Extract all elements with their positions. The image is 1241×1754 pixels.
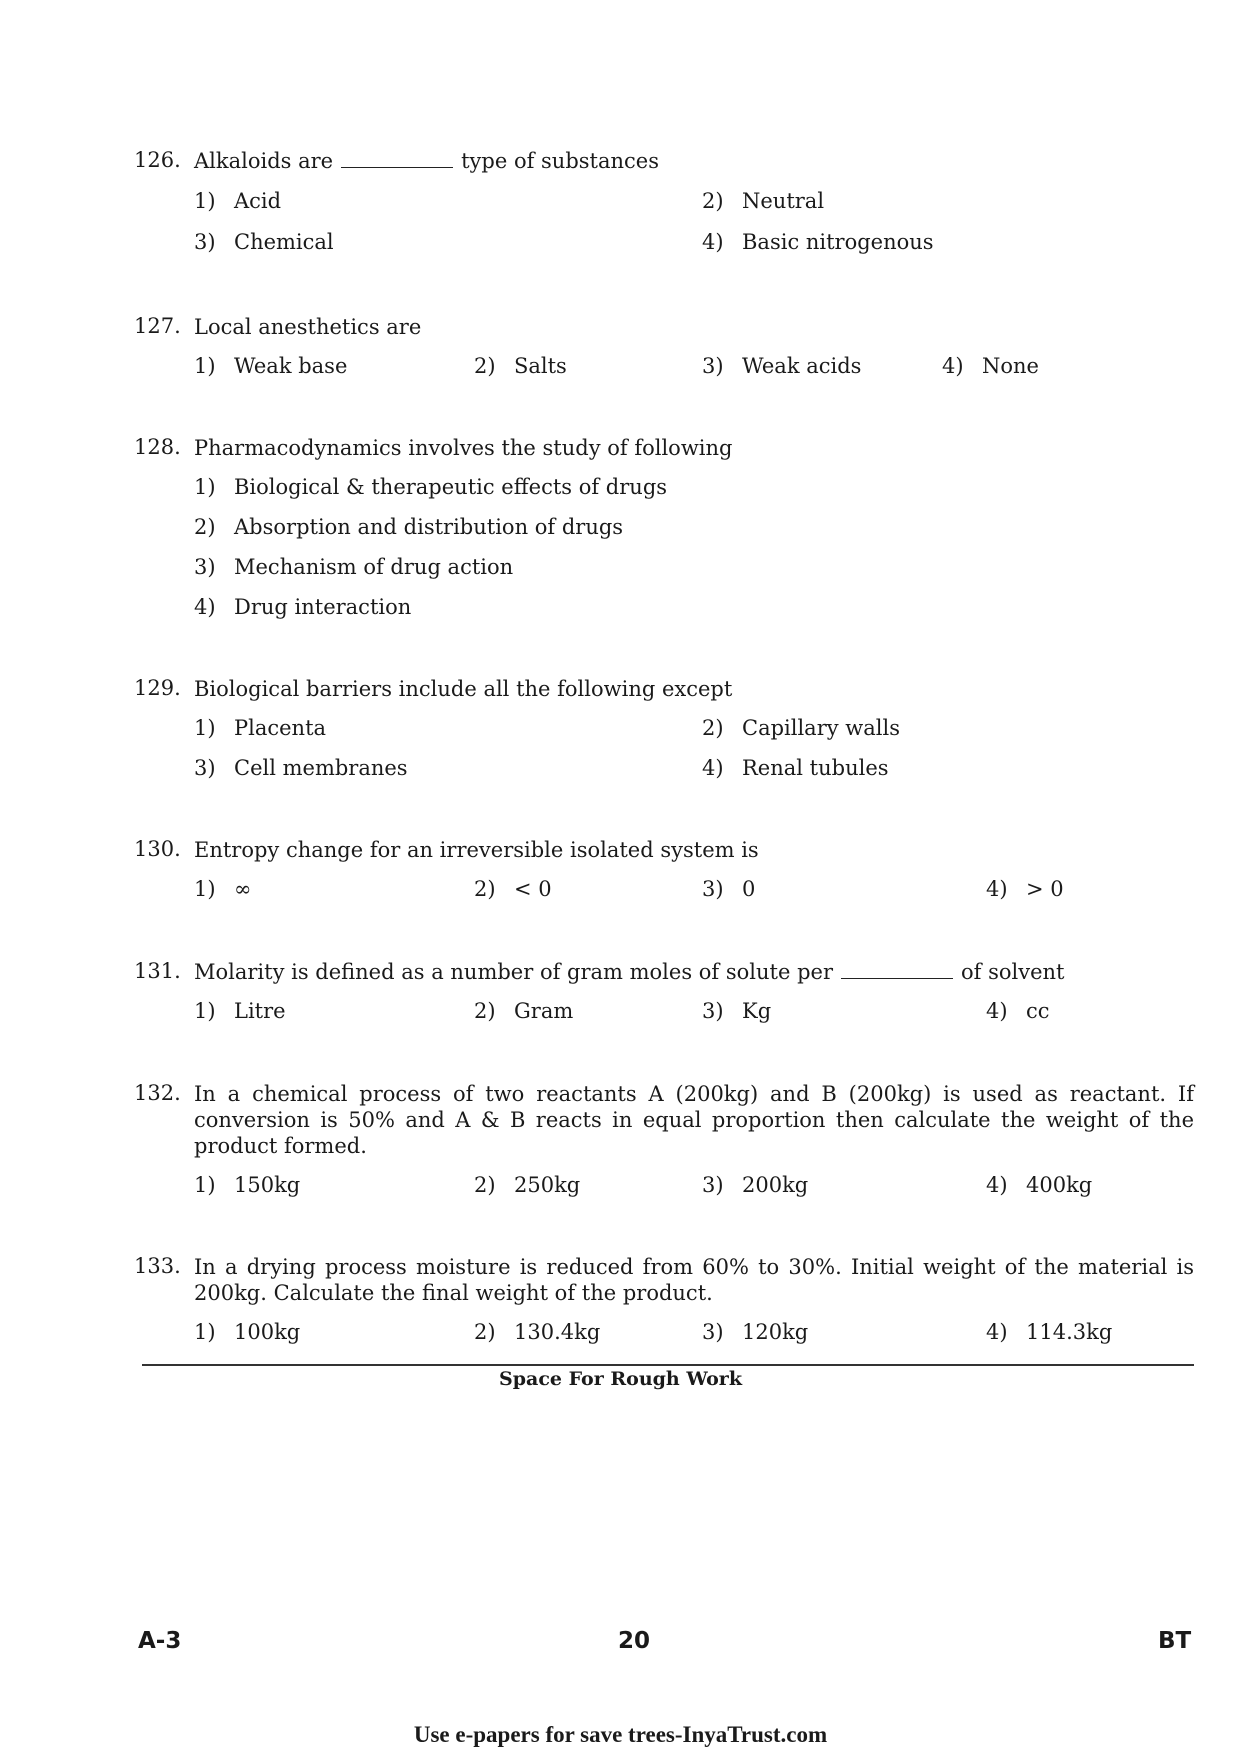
option-text: Litre [234,999,286,1023]
option-text: Gram [514,999,574,1023]
question-text-part: Molarity is defined as a number of gram moles of solute per [194,960,833,984]
footer-page-number: 20 [618,1628,651,1654]
option-text: Drug interaction [234,595,412,619]
option-number: 2) [194,515,216,539]
question-number: 126. [134,148,181,172]
option-number: 2) [702,716,724,740]
question-number: 131. [134,959,181,983]
option-number: 1) [194,475,216,499]
option-1 [194,877,252,905]
question-132 [134,1081,1194,1197]
option-text: Absorption and distribution of drugs [234,515,624,539]
option-3 [702,1320,808,1348]
option-text: 250kg [514,1173,581,1197]
question-text [194,959,1194,985]
option-text: 130.4kg [514,1320,601,1344]
option-1 [194,475,667,503]
option-number: 3) [702,1320,724,1344]
option-text: Weak base [234,354,348,378]
option-number: 1) [194,999,216,1023]
option-text: 120kg [742,1320,809,1344]
option-number: 4) [986,999,1008,1023]
option-text: Kg [742,999,772,1023]
option-4 [986,1173,1092,1201]
question-text-part: type of substances [461,149,660,173]
option-text: 114.3kg [1026,1320,1113,1344]
question-text: In a chemical process of two reactants A (200kg) and B (200kg) is used as reactant. If conversion is 50% and A & B reacts in equal proportion then calculate the weight of the product formed. [194,1082,1194,1158]
option-4 [194,595,411,623]
option-2 [474,354,567,382]
option-text: Cell membranes [234,756,408,780]
option-number: 4) [194,595,216,619]
option-number: 2) [474,999,496,1023]
fill-blank [341,149,453,168]
option-text: Renal tubules [742,756,889,780]
question-129 [134,676,1194,780]
option-number: 3) [702,999,724,1023]
question-text: Local anesthetics are [194,315,422,339]
option-4 [986,999,1050,1027]
question-number: 129. [134,676,181,700]
option-text: 200kg [742,1173,809,1197]
option-4 [702,756,889,784]
option-4 [942,354,1039,382]
question-133 [134,1254,1194,1344]
option-3 [194,230,334,258]
option-text: 150kg [234,1173,301,1197]
option-1 [194,354,347,382]
option-number: 3) [702,877,724,901]
rough-work-divider [142,1364,1194,1366]
option-3 [702,999,771,1027]
question-126 [134,148,1194,254]
option-text: 400kg [1026,1173,1093,1197]
option-2 [702,716,900,744]
option-number: 2) [474,354,496,378]
option-2 [474,1173,580,1201]
option-text: Biological & therapeutic effects of drugs [234,475,668,499]
question-number: 130. [134,837,181,861]
question-130 [134,837,1194,901]
option-2 [194,515,623,543]
option-text: Placenta [234,716,327,740]
option-number: 1) [194,354,216,378]
option-text: Neutral [742,189,825,213]
option-3 [194,756,408,784]
footer-subject-code: BT [1158,1628,1192,1654]
question-text-part: Alkaloids are [194,149,334,173]
option-number: 2) [474,1320,496,1344]
option-text: Acid [234,189,282,213]
question-number: 133. [134,1254,181,1278]
question-127 [134,314,1194,378]
option-2 [474,1320,600,1348]
option-text: 0 [742,877,756,901]
option-3 [194,555,513,583]
option-text: < 0 [514,877,552,901]
option-1 [194,999,286,1027]
option-text: 100kg [234,1320,301,1344]
option-number: 4) [702,230,724,254]
question-text: Biological barriers include all the following except [194,677,733,701]
question-text-part: of solvent [960,960,1065,984]
option-number: 1) [194,716,216,740]
question-text: Entropy change for an irreversible isolated system is [194,838,759,862]
question-text [194,148,1194,174]
footer-paper-code: A-3 [138,1628,182,1654]
option-4 [986,1320,1112,1348]
option-text: Weak acids [742,354,862,378]
option-4 [986,877,1064,905]
option-number: 4) [986,1320,1008,1344]
option-text: > 0 [1026,877,1064,901]
option-number: 3) [194,555,216,579]
option-3 [702,877,755,905]
question-131 [134,959,1194,1023]
option-2 [702,189,824,217]
question-text: In a drying process moisture is reduced from 60% to 30%. Initial weight of the material is 200kg. Calculate the final weight of the product. [194,1255,1194,1305]
option-number: 4) [986,1173,1008,1197]
option-number: 3) [702,354,724,378]
fill-blank [841,960,953,979]
option-number: 4) [986,877,1008,901]
rough-work-label: Space For Rough Work [499,1368,742,1390]
option-text: Basic nitrogenous [742,230,934,254]
bottom-note: Use e-papers for save trees-InyaTrust.com [413,1722,828,1747]
option-text: None [982,354,1039,378]
option-2 [474,877,552,905]
question-128 [134,435,1194,619]
option-number: 4) [702,756,724,780]
option-number: 3) [702,1173,724,1197]
option-number: 3) [194,230,216,254]
option-text: ∞ [234,877,252,901]
option-2 [474,999,573,1027]
question-number: 128. [134,435,181,459]
option-3 [702,354,861,382]
option-number: 1) [194,1173,216,1197]
option-text: cc [1026,999,1050,1023]
option-1 [194,189,281,217]
option-1 [194,1320,300,1348]
option-1 [194,716,326,744]
option-text: Mechanism of drug action [234,555,514,579]
option-text: Salts [514,354,567,378]
option-number: 4) [942,354,964,378]
question-text: Pharmacodynamics involves the study of following [194,436,733,460]
option-3 [702,1173,808,1201]
option-number: 2) [474,877,496,901]
option-number: 2) [702,189,724,213]
option-text: Capillary walls [742,716,900,740]
option-1 [194,1173,300,1201]
question-number: 132. [134,1081,181,1105]
option-number: 1) [194,189,216,213]
option-text: Chemical [234,230,334,254]
question-number: 127. [134,314,181,338]
option-number: 1) [194,1320,216,1344]
option-4 [702,230,934,258]
option-number: 3) [194,756,216,780]
option-number: 1) [194,877,216,901]
option-number: 2) [474,1173,496,1197]
